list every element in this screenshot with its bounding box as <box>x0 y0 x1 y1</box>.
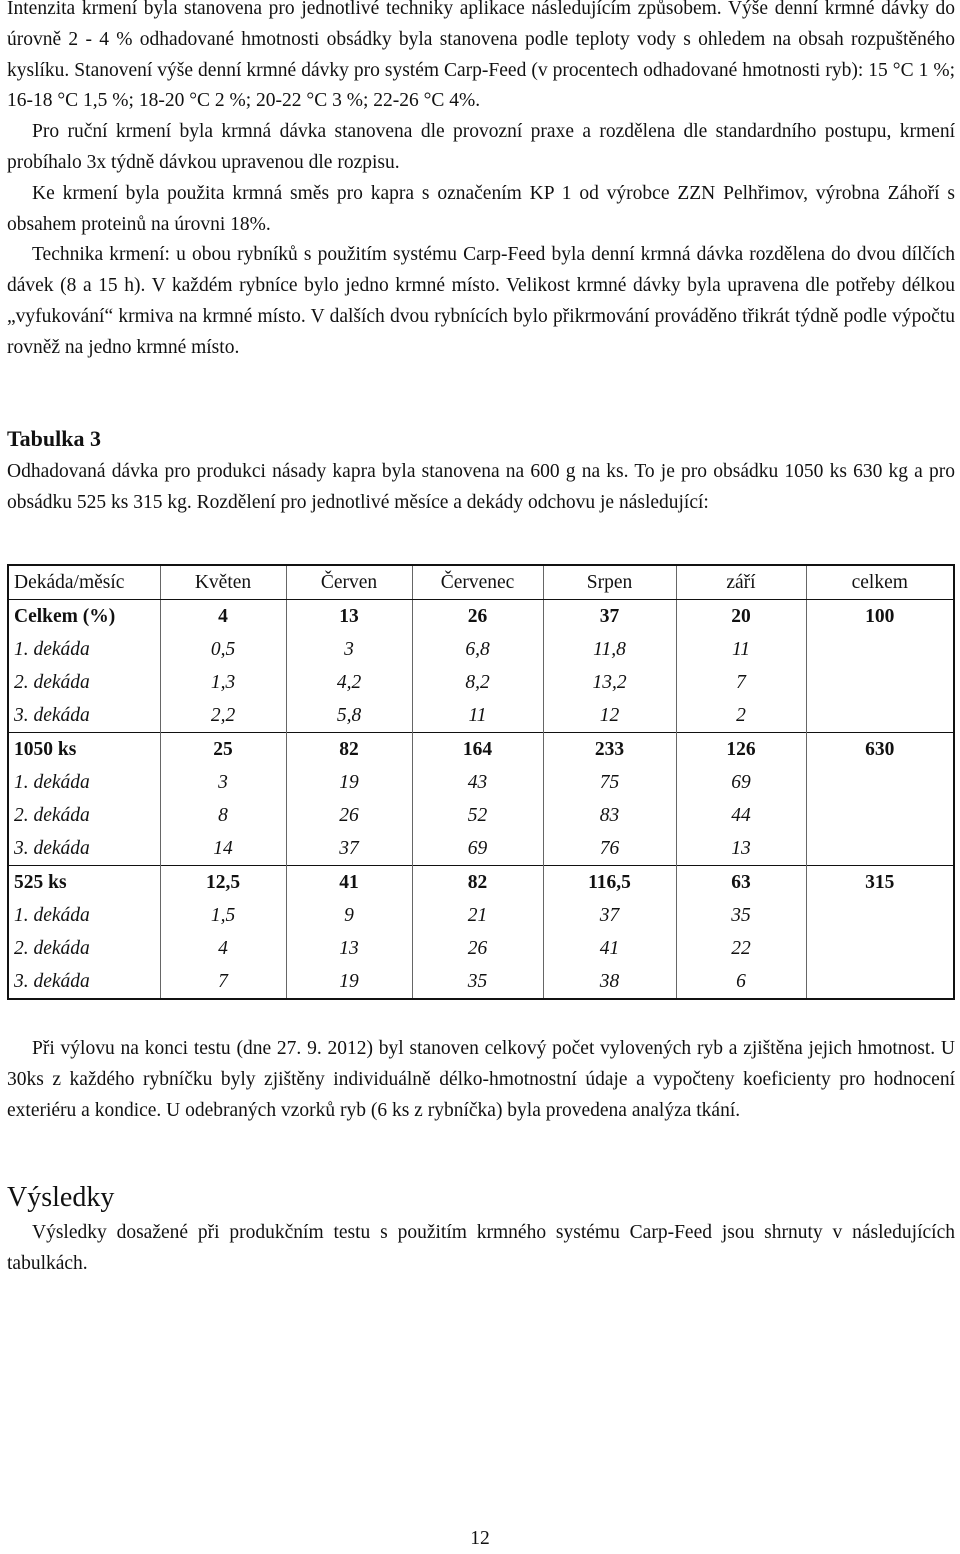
table-cell: 82 <box>412 866 543 900</box>
table-cell: 69 <box>676 766 806 799</box>
table-cell: 6 <box>676 965 806 999</box>
table-row <box>8 932 954 965</box>
table-cell: 26 <box>412 600 543 634</box>
table-cell: 5,8 <box>286 699 412 733</box>
paragraph-feed-mixture: Ke krmení byla použita krmná směs pro kapra s označením KP 1 od výrobce ZZN Pelhřimov, výrobna Záhoří s obsahem proteinů na úrovni 18%. <box>7 182 955 235</box>
table-intro-text: Odhadovaná dávka pro produkci násady kapra byla stanovena na 600 g na ks. To je pro obsádku 1050 ks 630 kg a pro obsádku 525 ks 315 kg. Rozdělení pro jednotlivé měsíce a dekády odchovu je následující: <box>7 461 955 513</box>
table-cell <box>806 666 954 699</box>
table-header-cell: Dekáda/měsíc <box>8 565 160 600</box>
table-cell: 0,5 <box>160 633 286 666</box>
table-cell: 525 ks <box>8 866 160 900</box>
table-cell: 19 <box>286 766 412 799</box>
table-total-row <box>8 866 954 900</box>
table-cell: 4 <box>160 600 286 634</box>
table-heading: Tabulka 3 <box>7 426 101 451</box>
feeding-dose-table <box>7 564 955 1000</box>
table-cell: 12,5 <box>160 866 286 900</box>
table-cell: 2 <box>676 699 806 733</box>
table-row <box>8 699 954 733</box>
table-cell: 37 <box>286 832 412 866</box>
page-number: 12 <box>470 1528 490 1549</box>
table-cell: 19 <box>286 965 412 999</box>
table-cell: 44 <box>676 799 806 832</box>
table-cell: 1. dekáda <box>8 766 160 799</box>
table-cell: 11,8 <box>543 633 676 666</box>
table-cell: 7 <box>676 666 806 699</box>
table-cell: 8 <box>160 799 286 832</box>
table-cell: 63 <box>676 866 806 900</box>
results-section <box>7 1218 955 1280</box>
table-cell: 3. dekáda <box>8 965 160 999</box>
table-row <box>8 799 954 832</box>
table-cell <box>806 965 954 999</box>
table-header-cell: celkem <box>806 565 954 600</box>
table-cell: 41 <box>286 866 412 900</box>
harvest-section <box>7 1034 955 1126</box>
table-header-row <box>8 565 954 600</box>
table-cell: 69 <box>412 832 543 866</box>
table-cell <box>806 899 954 932</box>
paragraph-harvest: Při výlovu na konci testu (dne 27. 9. 2012) byl stanoven celkový počet vylovených ryb a zjištěna jejich hmotnost. U 30ks z každého rybníčku byly zjištěny individuálně délko-hmotnostní údaje a vypočteny koeficienty pro hodnocení exteriéru a kondice. U odebraných vzorků ryb (6 ks z rybníčka) byla provedena analýza tkání. <box>7 1038 955 1121</box>
table-cell: 4,2 <box>286 666 412 699</box>
table-cell: 1,3 <box>160 666 286 699</box>
table-cell <box>806 832 954 866</box>
table-row <box>8 633 954 666</box>
paragraph-manual-feeding: Pro ruční krmení byla krmná dávka stanovena dle provozní praxe a rozdělena dle standardního postupu, krmení probíhalo 3x týdně dávkou upravenou dle rozpisu. <box>7 121 955 173</box>
table-cell: 1. dekáda <box>8 899 160 932</box>
paragraph-feeding-intensity: Intenzita krmení byla stanovena pro jednotlivé techniky aplikace následujícím způsobem. Výše denní krmné dávky do úrovně 2 - 4 % odhadované hmotnosti obsádky byla stanovena podle teploty vody s ohledem na obsah rozpuštěného kyslíku. Stanovení výše denní krmné dávky pro systém Carp-Feed (v procentech odhadované hmotnosti ryb): 15 °C 1 %; 16-18 °C 1,5 %; 18-20 °C 2 %; 20-22 °C 3 %; 22-26 °C 4%. <box>7 0 955 112</box>
table-row <box>8 832 954 866</box>
table-cell: 13 <box>676 832 806 866</box>
table-header-cell: Červen <box>286 565 412 600</box>
table-cell <box>806 766 954 799</box>
table-total-row <box>8 733 954 767</box>
table-cell: 14 <box>160 832 286 866</box>
table-cell: 6,8 <box>412 633 543 666</box>
table-cell: 7 <box>160 965 286 999</box>
table-cell: 1,5 <box>160 899 286 932</box>
table-cell: 41 <box>543 932 676 965</box>
table-cell: 116,5 <box>543 866 676 900</box>
table-cell: 35 <box>412 965 543 999</box>
table-cell: 8,2 <box>412 666 543 699</box>
table-header-cell: Květen <box>160 565 286 600</box>
table-row <box>8 899 954 932</box>
table-cell: 4 <box>160 932 286 965</box>
table-cell: 35 <box>676 899 806 932</box>
table-cell: 20 <box>676 600 806 634</box>
table-cell: 126 <box>676 733 806 767</box>
table-row <box>8 766 954 799</box>
results-heading: Výsledky <box>7 1182 115 1213</box>
table-header-cell: Srpen <box>543 565 676 600</box>
table-cell: 3 <box>160 766 286 799</box>
table-cell: 1050 ks <box>8 733 160 767</box>
table-cell: Celkem (%) <box>8 600 160 634</box>
table-cell: 83 <box>543 799 676 832</box>
table-cell: 76 <box>543 832 676 866</box>
table-cell: 37 <box>543 600 676 634</box>
table-cell: 2. dekáda <box>8 932 160 965</box>
table-cell: 12 <box>543 699 676 733</box>
table-cell: 630 <box>806 733 954 767</box>
table-intro <box>7 457 955 519</box>
table-cell: 2. dekáda <box>8 799 160 832</box>
results-text: Výsledky dosažené při produkčním testu s použitím krmného systému Carp-Feed jsou shrnuty v následujících tabulkách. <box>7 1222 955 1274</box>
table-cell: 1. dekáda <box>8 633 160 666</box>
table-total-row <box>8 600 954 634</box>
paragraph-feeding-technique: Technika krmení: u obou rybníků s použitím systému Carp-Feed byla denní krmná dávka rozdělena do dvou dílčích dávek (8 a 15 h). V každém rybníce bylo jedno krmné místo. Velikost krmné dávky byla upravena dle potřeby délkou „vyfukování“ krmiva na krmné místo. V dalších dvou rybnících bylo přikrmování prováděno třikrát týdně podle výpočtu rovněž na jedno krmné místo. <box>7 244 955 358</box>
table-cell: 21 <box>412 899 543 932</box>
table-cell <box>806 799 954 832</box>
table-cell: 11 <box>412 699 543 733</box>
table-cell: 2. dekáda <box>8 666 160 699</box>
intro-section <box>7 0 955 364</box>
table-cell: 13 <box>286 600 412 634</box>
table-header-cell: Červenec <box>412 565 543 600</box>
table-cell: 100 <box>806 600 954 634</box>
table-cell: 26 <box>412 932 543 965</box>
table-cell: 3 <box>286 633 412 666</box>
table-cell: 75 <box>543 766 676 799</box>
table-cell: 82 <box>286 733 412 767</box>
table-header-cell: září <box>676 565 806 600</box>
table-cell: 164 <box>412 733 543 767</box>
table-cell: 3. dekáda <box>8 832 160 866</box>
table-cell: 26 <box>286 799 412 832</box>
table-cell: 37 <box>543 899 676 932</box>
table-cell: 52 <box>412 799 543 832</box>
table-cell: 43 <box>412 766 543 799</box>
table-row <box>8 666 954 699</box>
table-cell: 9 <box>286 899 412 932</box>
table-cell: 38 <box>543 965 676 999</box>
table-cell: 233 <box>543 733 676 767</box>
table-cell: 25 <box>160 733 286 767</box>
table-cell: 2,2 <box>160 699 286 733</box>
table-cell: 11 <box>676 633 806 666</box>
table-cell: 13 <box>286 932 412 965</box>
table-cell: 13,2 <box>543 666 676 699</box>
table-cell <box>806 932 954 965</box>
table-cell: 315 <box>806 866 954 900</box>
table-cell: 22 <box>676 932 806 965</box>
table-cell <box>806 699 954 733</box>
table-row <box>8 965 954 999</box>
table-cell: 3. dekáda <box>8 699 160 733</box>
table-cell <box>806 633 954 666</box>
